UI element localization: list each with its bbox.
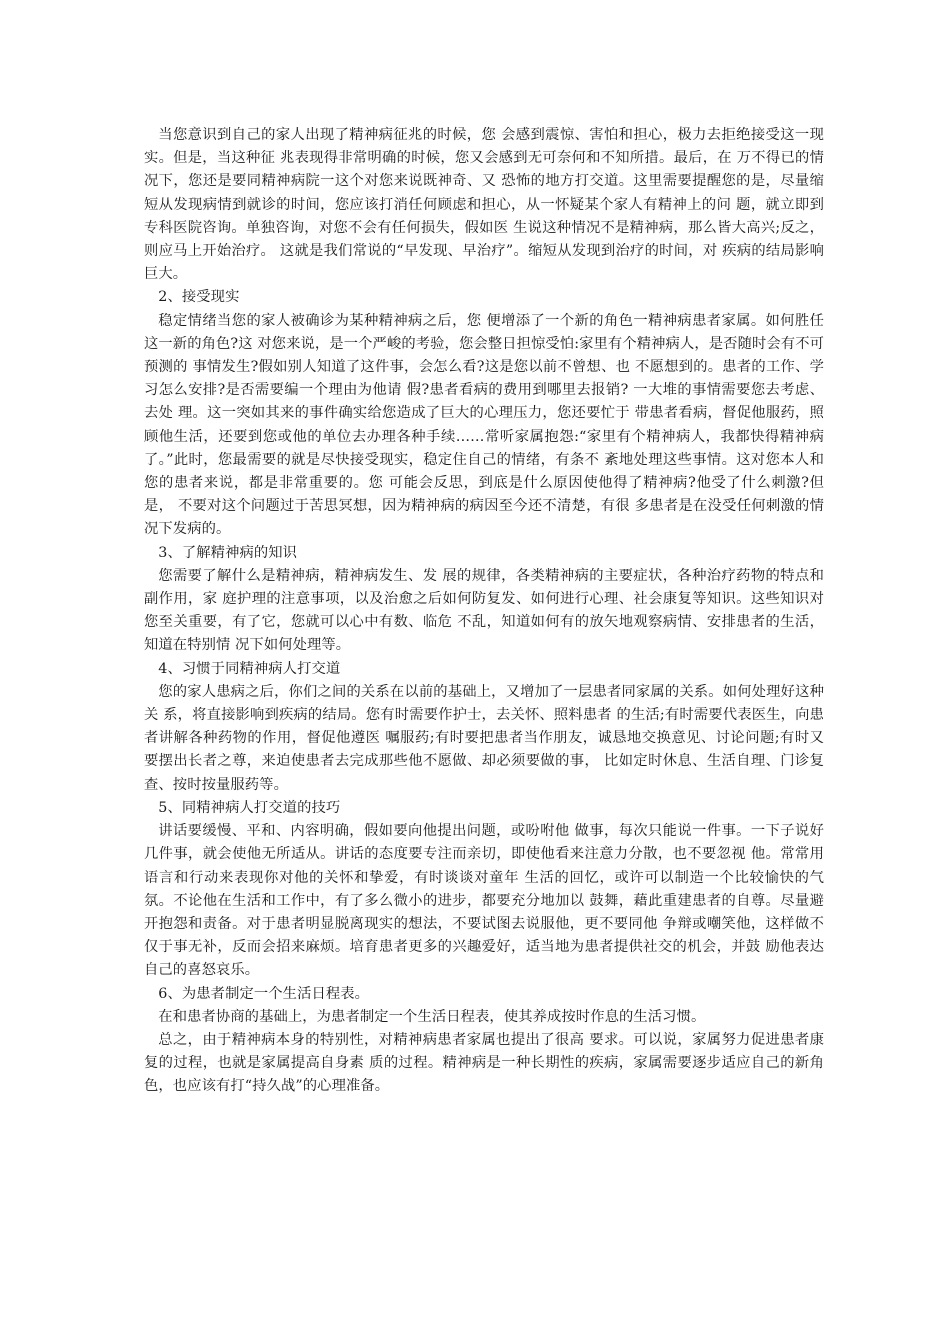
section-heading-2: 2、接受现实: [158, 289, 240, 306]
paragraph-section-3: 您需要了解什么是精神病，精神病发生、发 展的规律，各类精神病的主要症状，各种治疗药物的特点和副作用，家 庭护理的注意事项，以及治愈之后如何防复发、如何进行心理、社会康复等知识。这些知识对您至关重要，有了它，您就可以心中有数、临危 不乱，知道如何有的放矢地观察病情、安排患者的生活，知道在特别情 况下如何处理等。: [144, 567, 824, 654]
section-heading-6: 6、为患者制定一个生活日程表。: [158, 985, 370, 1002]
paragraph-conclusion: 总之，由于精神病本身的特别性，对精神病患者家属也提出了很高 要求。可以说，家属努力促进患者康复的过程，也就是家属提高自身素 质的过程。精神病是一种长期性的疾病，家属需要逐步适应自己的新角 色，也应该有打“持久战”的心理准备。: [144, 1031, 824, 1095]
paragraph-section-5: 讲话要缓慢、平和、内容明确，假如要向他提出问题，或吩咐他 做事，每次只能说一件事。一下子说好几件事，就会使他无所适从。讲话的态度要专注而亲切，即使他看来注意力分散，也不要忽视 他。常常用语言和行动来表现你对他的关怀和挚爱，有时谈谈对童年 生活的回忆，或许可以制造一个比较愉快的气氛。不论他在生活和工作中，有了多么微小的进步，都要充分地加以 鼓舞，藉此重建患者的自尊。尽量避开抱怨和责备。对于患者明显脱离现实的想法，不要试图去说服他，更不要同他 争辩或嘲笑他，这样做不仅于事无补，反而会招来麻烦。培育患者更多的兴趣爱好，适当地为患者提供社交的机会，并鼓 励他表达自己的喜怒哀乐。: [144, 823, 824, 979]
section-heading-5: 5、同精神病人打交道的技巧: [158, 799, 341, 816]
paragraph-section-2: 稳定情绪当您的家人被确诊为某种精神病之后，您 便增添了一个新的角色一精神病患者家属。如何胜任这一新的角色?这 对您来说，是一个严峻的考验，您会整日担惊受怕:家里有个精神病人，是否随时会有不可预测的 事情发生?假如别人知道了这件事，会怎么看?这是您以前不曾想、也 不愿想到的。患者的工作、学习怎么安排?是否需要编一个理由为他请 假?患者看病的费用到哪里去报销? 一大堆的事情需要您去考虑、去处 理。这一突如其来的事件确实给您造成了巨大的心理压力，您还要忙于 带患者看病，督促他服药，照顾他生活，还要到您或他的单位去办理各种手续……常听家属抱怨:“家里有个精神病人，我都快得精神病了。”此时，您最需要的就是尽快接受现实，稳定住自己的情绪，有条不 紊地处理这些事情。这对您本人和您的患者来说，都是非常重要的。您 可能会反思，到底是什么原因使他得了精神病?他受了什么刺激?但是， 不要对这个问题过于苦思冥想，因为精神病的病因至今还不清楚，有很 多患者是在没受任何刺激的情况下发病的。: [144, 312, 824, 538]
section-heading-3: 3、了解精神病的知识: [158, 544, 298, 561]
document-body: [144, 124, 824, 1099]
paragraph-section-4: 您的家人患病之后，你们之间的关系在以前的基础上，又增加了一层患者同家属的关系。如何处理好这种关 系，将直接影响到疾病的结局。您有时需要作护士，去关怀、照料患者 的生活;有时需要代表医生，向患者讲解各种药物的作用，督促他遵医 嘱服药;有时要把患者当作朋友，诚恳地交换意见、讨论问题;有时又 要摆出长者之尊，来迫使患者去完成那些他不愿做、却必须要做的事， 比如定时休息、生活自理、门诊复查、按时按量服药等。: [144, 683, 824, 793]
section-heading-4: 4、习惯于同精神病人打交道: [158, 660, 341, 677]
paragraph-section-6: 在和患者协商的基础上，为患者制定一个生活日程表，使其养成按时作息的生活习惯。: [158, 1008, 706, 1025]
paragraph-intro: 当您意识到自己的家人出现了精神病征兆的时候，您 会感到震惊、害怕和担心，极力去拒绝接受这一现实。但是，当这种征 兆表现得非常明确的时候，您又会感到无可奈何和不知所措。最后，在 万不得已的情况下，您还是要同精神病院一这个对您来说既神奇、又 恐怖的地方打交道。这里需要提醒您的是，尽量缩短从发现病情到就诊的时间，您应该打消任何顾虑和担心，从一怀疑某个家人有精神上的问 题，就立即到专科医院咨询。单独咨询，对您不会有任何损失，假如医 生说这种情况不是精神病，那么皆大高兴;反之，则应马上开始治疗。 这就是我们常说的“早发现、早治疗”。缩短从发现到治疗的时间，对 疾病的结局影响巨大。: [144, 127, 824, 283]
